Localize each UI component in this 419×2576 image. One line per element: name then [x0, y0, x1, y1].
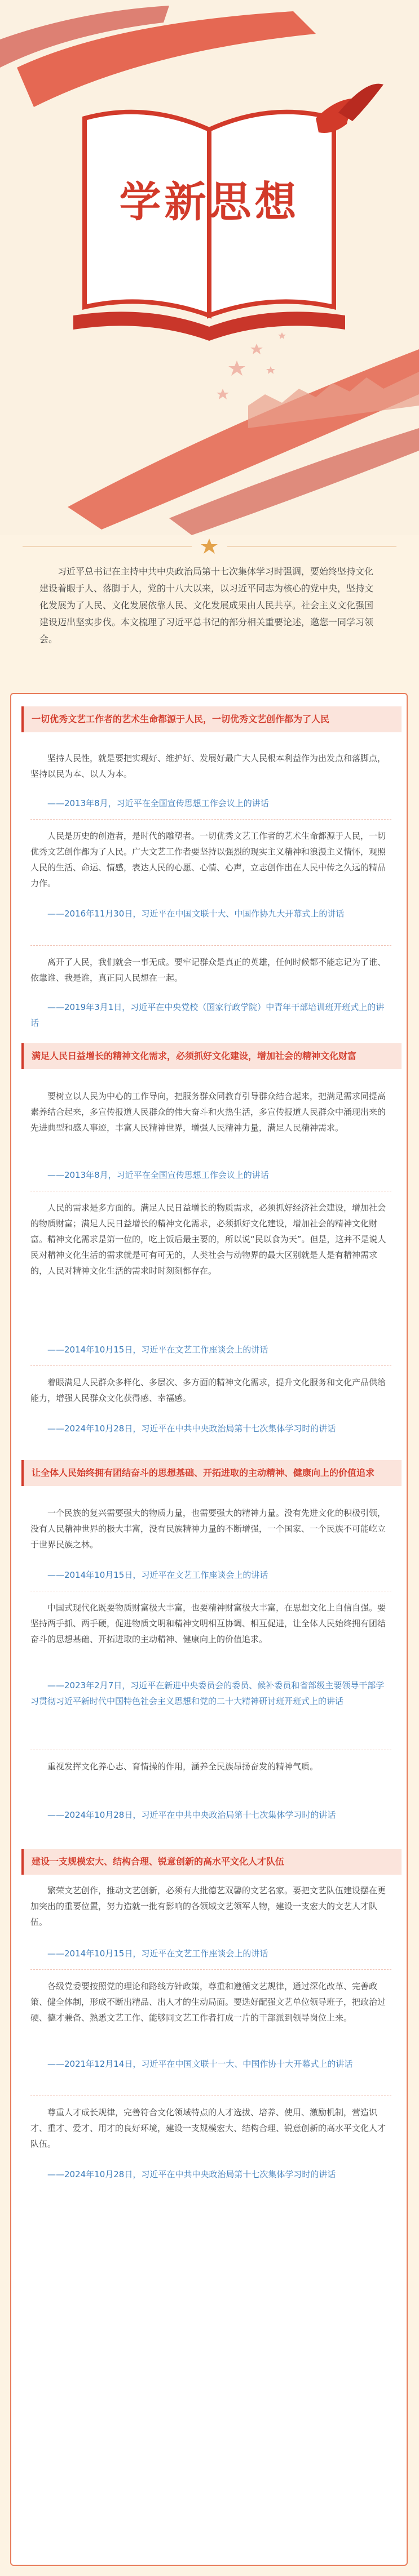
- quote-source: ——2013年8月，习近平在全国宣传思想工作会议上的讲话: [47, 798, 269, 808]
- quote-text: 坚持人民性，就是要把实现好、维护好、发展好最广大人民根本利益作为出发点和落脚点，坚持以民为本、以人为本。: [30, 753, 386, 779]
- quote-source: ——2016年11月30日，习近平在中国文联十大、中国作协九大开幕式上的讲话: [47, 909, 345, 919]
- quote-source: ——2021年12月14日，习近平在中国文联十一大、中国作协十大开幕式上的讲话: [47, 2059, 353, 2069]
- section-heading: 让全体人民始终拥有团结奋斗的思想基础、开拓进取的主动精神、健康向上的价值追求: [21, 1460, 402, 1486]
- quote-text: 重视发挥文化养心志、育情操的作用，涵养全民族昂扬奋发的精神气质。: [47, 1761, 319, 1772]
- section-heading: 建设一支规模宏大、结构合理、锐意创新的高水平文化人才队伍: [21, 1849, 402, 1875]
- section-heading: 满足人民日益增长的精神文化需求，必须抓好文化建设，增加社会的精神文化财富: [21, 1043, 402, 1069]
- divider: [30, 1365, 391, 1366]
- star-cluster: [217, 332, 286, 399]
- divider: [30, 2095, 391, 2096]
- quote-text: 尊重人才成长规律，完善符合文化领域特点的人才选拔、培养、使用、激励机制，营造识才、重才、爱才、用才的良好环境，建设一支规模宏大、结构合理、锐意创新的高水平文化人才队伍。: [30, 2107, 386, 2149]
- divider: [30, 1969, 391, 1970]
- quote-text: 离开了人民，我们就会一事无成。要牢记群众是真正的英雄，任何时候都不能忘记为了谁、依靠谁、我是谁，真正同人民想在一起。: [30, 957, 386, 983]
- divider: [30, 945, 391, 946]
- quote-source: ——2024年10月28日，习近平在中共中央政治局第十七次集体学习时的讲话: [47, 1423, 336, 1434]
- quote-text: 各级党委要按照党的理论和路线方针政策，尊重和遵循文艺规律，通过深化改革、完善政策、健全体制，形成不断出精品、出人才的生动局面。要选好配强文艺单位领导班子，把政治过硬、德才兼备、熟悉文艺工作、能够同文艺工作者打成一片的干部派到领导岗位上来。: [30, 1981, 386, 2023]
- intro-text: [39, 563, 378, 648]
- banner-artwork: [0, 0, 419, 535]
- quote-text: 繁荣文艺创作，推动文艺创新，必须有大批德艺双馨的文艺名家。要把文艺队伍建设摆在更加突出的重要位置，努力造就一批有影响的各领域文艺领军人物，建设一支宏大的文艺人才队伍。: [30, 1885, 386, 1927]
- quote-source: ——2024年10月28日，习近平在中共中央政治局第十七次集体学习时的讲话: [47, 1810, 336, 1820]
- quote-source: ——2024年10月28日，习近平在中共中央政治局第十七次集体学习时的讲话: [47, 2169, 336, 2179]
- divider: [30, 819, 391, 820]
- quote-text: 一个民族的复兴需要强大的物质力量，也需要强大的精神力量。没有先进文化的积极引领，没有人民精神世界的极大丰富，没有民族精神力量的不断增强，一个国家、一个民族不可能屹立于世界民族之林。: [30, 1508, 386, 1550]
- quote-source: ——2023年2月7日，习近平在新进中央委员会的委员、候补委员和省部级主要领导干部学习贯彻习近平新时代中国特色社会主义思想和党的二十大精神研讨班开班式上的讲话: [30, 1680, 385, 1706]
- intro-paragraph: 习近平总书记在主持中共中央政治局第十七次集体学习时强调，要始终坚持文化建设着眼于人、落脚于人，党的十八大以来，以习近平同志为核心的党中央，坚持文化发展为了人民、文化发展依靠人民、文化发展成果由人民共享。社会主义文化强国建设迈出坚实步伐。本文梳理了习近平总书记的部分相关重要论述，邀您一同学习领会。: [39, 566, 374, 644]
- quote-source: ——2014年10月15日，习近平在文艺工作座谈会上的讲话: [47, 1345, 268, 1355]
- page-title: 学新思想: [119, 178, 300, 226]
- quote-source: ——2014年10月15日，习近平在文艺工作座谈会上的讲话: [47, 1570, 268, 1580]
- quote-text: 人民是历史的创造者，是时代的雕塑者。一切优秀文艺工作者的艺术生命都源于人民，一切优秀文艺创作都为了人民。广大文艺工作者要坚持以强烈的现实主义精神和浪漫主义情怀，观照人民的生活、命运、情感，表达人民的心愿、心情、心声，立志创作出在人民中传之久远的精品力作。: [30, 831, 386, 888]
- star-icon: [201, 539, 218, 554]
- quote-text: 着眼满足人民群众多样化、多层次、多方面的精神文化需求，提升文化服务和文化产品供给能力，增强人民群众文化获得感、幸福感。: [30, 1377, 386, 1403]
- quotes-card: [10, 693, 408, 2566]
- quote-source: ——2014年10月15日，习近平在文艺工作座谈会上的讲话: [47, 1948, 268, 1959]
- header-banner: [0, 0, 419, 535]
- section-heading: 一切优秀文艺工作者的艺术生命都源于人民，一切优秀文艺创作都为了人民: [21, 706, 402, 732]
- quote-text: 人民的需求是多方面的。满足人民日益增长的物质需求，必须抓好经济社会建设，增加社会的物质财富；满足人民日益增长的精神文化需求，必须抓好文化建设，增加社会的精神文化财富。精神文化需求是第一位的，吃上饭后最主要的，所以说“民以食为天”。但是，这并不是说人民对精神文化生活的需求就是可有可无的，人类社会与动物界的最大区别就是人是有精神需求的，人民对精神文化生活的需求时时刻刻都存在。: [30, 1203, 386, 1276]
- quote-text: 要树立以人民为中心的工作导向，把服务群众同教育引导群众结合起来，把满足需求同提高素养结合起来，多宣传报道人民群众的伟大奋斗和火热生活，多宣传报道人民群众中涌现出来的先进典型和感人事迹，丰富人民精神世界，增强人民精神力量，满足人民精神需求。: [30, 1091, 386, 1133]
- quote-source: ——2013年8月，习近平在全国宣传思想工作会议上的讲话: [47, 1170, 269, 1180]
- quote-text: 中国式现代化既要物质财富极大丰富，也要精神财富极大丰富，在思想文化上自信自强。要坚持两手抓、两手硬，促进物质文明和精神文明相互协调、相互促进，让全体人民始终拥有团结奋斗的思想基础、开拓进取的主动精神、健康向上的价值追求。: [30, 1603, 386, 1644]
- star-divider: [0, 535, 419, 558]
- quote-source: ——2019年3月1日，习近平在中央党校（国家行政学院）中青年干部培训班开班式上的讲话: [30, 1002, 385, 1028]
